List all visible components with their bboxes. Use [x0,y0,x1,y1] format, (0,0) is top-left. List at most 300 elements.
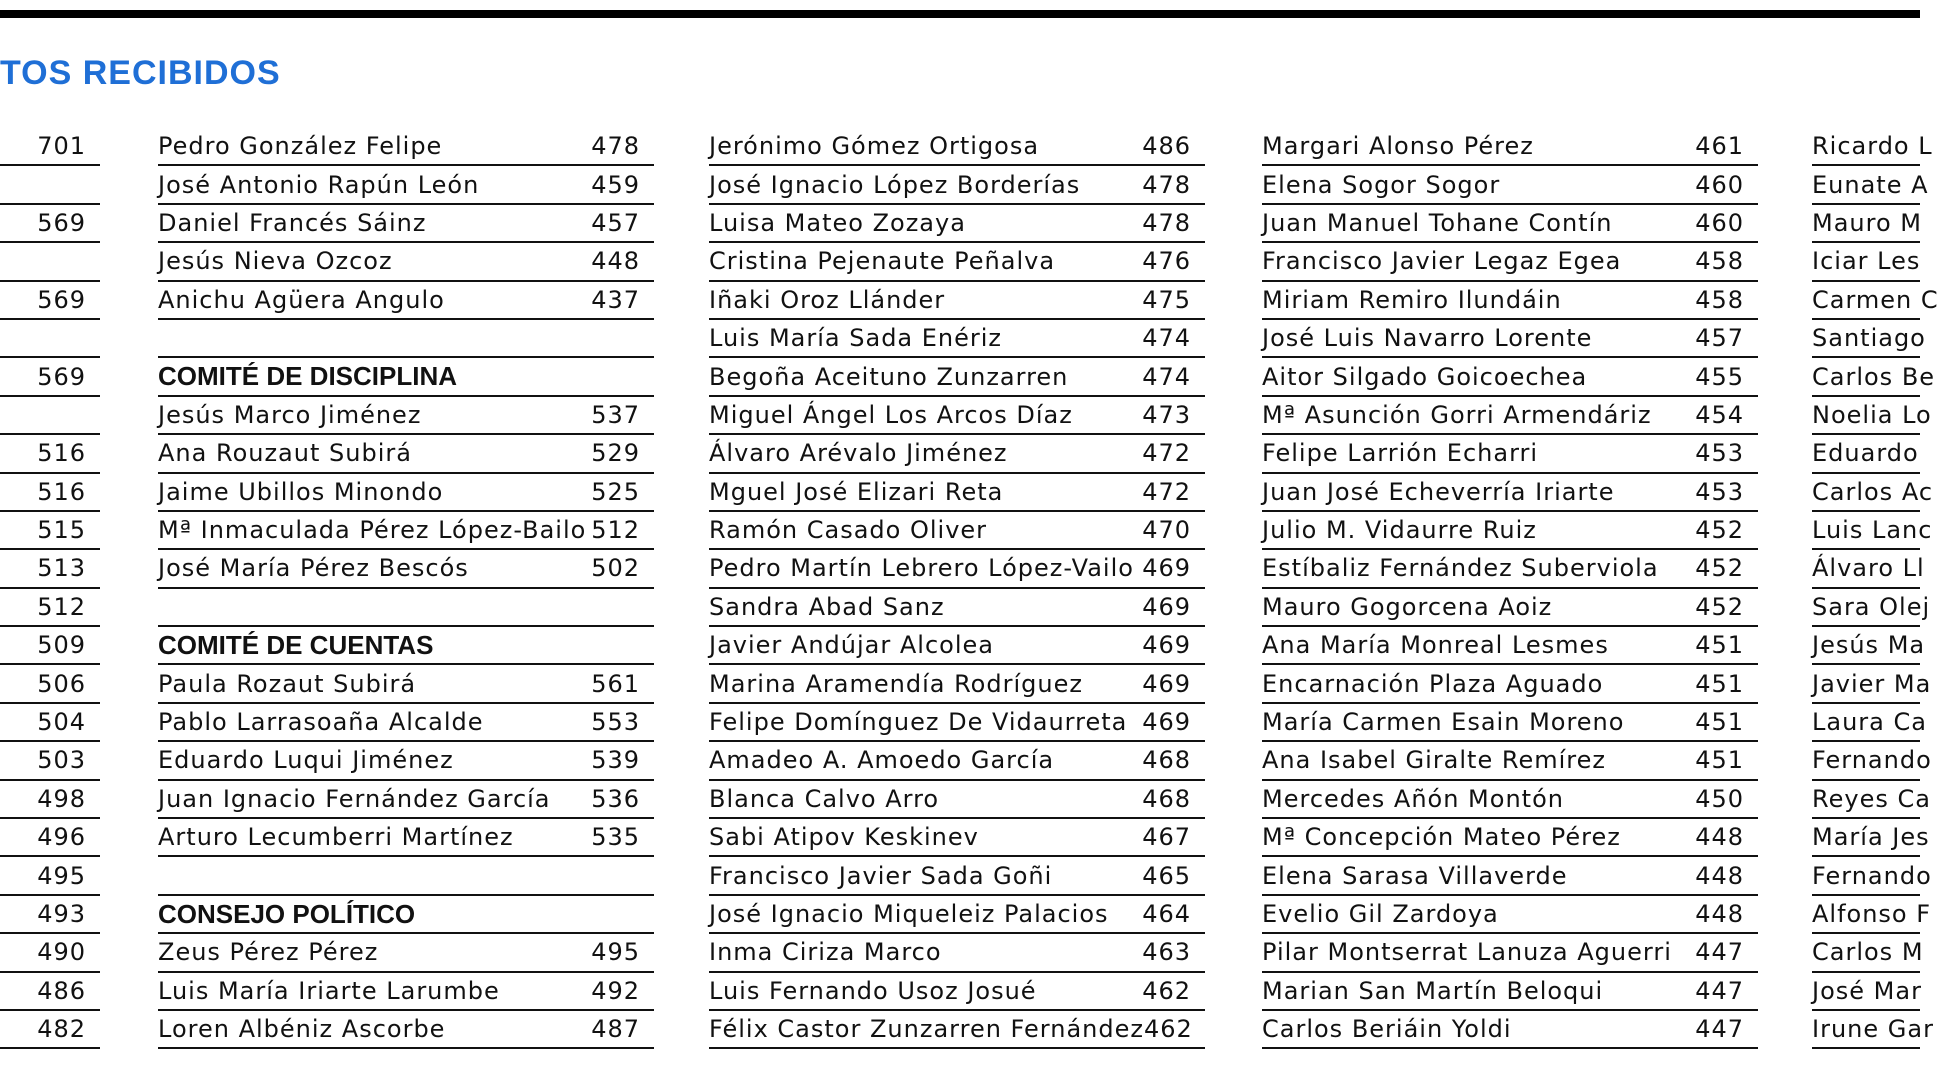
candidate-name: Paula Rozaut Subirá [158,669,417,698]
candidate-name: Julio M. Vidaurre Ruiz [1262,516,1537,545]
vote-count: 498 [37,784,86,813]
candidate-name: Jesús Ma [1812,631,1926,660]
top-rule [0,10,1920,18]
candidate-name: Noelia Lo [1812,400,1932,429]
table-row [709,857,1205,895]
table-row [1812,1011,1934,1049]
table-row [0,435,100,473]
candidate-name: Alfonso F [1812,900,1932,928]
candidate-name: José Antonio Rapún León [158,170,480,199]
table-row [709,205,1205,243]
candidate-name: Eunate A [1812,170,1929,199]
vote-count: 453 [1695,477,1744,506]
table-row [158,128,654,166]
vote-count: 452 [1695,554,1744,583]
vote-count: 467 [1142,823,1191,852]
table-row [1262,704,1758,742]
table-row [1262,1011,1758,1049]
vote-count: 447 [1695,1015,1744,1044]
vote-count: 460 [1695,208,1744,237]
vote-count: 496 [37,823,86,852]
candidate-name: Félix Castor Zunzarren Fernández [709,1015,1144,1044]
table-row [0,1011,100,1049]
candidate-name: Santiago [1812,324,1926,353]
vote-count: 469 [1142,631,1191,660]
vote-count: 486 [1142,132,1191,161]
table-row [158,550,654,588]
candidate-name: Pedro Martín Lebrero López-Vailo [709,554,1134,583]
candidate-name: Evelio Gil Zardoya [1262,900,1499,928]
column-votes-left [0,128,100,1049]
table-row [0,397,100,435]
vote-count: 448 [1695,823,1744,852]
table-row [1262,819,1758,857]
candidate-name: Jesús Nieva Ozcoz [158,247,393,276]
table-row [709,1011,1205,1049]
table-row [1262,128,1758,166]
candidate-name: Mauro M [1812,208,1922,237]
table-row [1812,896,1932,934]
candidate-name: Juan Ignacio Fernández García [158,784,551,813]
vote-count: 553 [591,708,640,737]
vote-count: 474 [1142,324,1191,353]
vote-count: 451 [1695,708,1744,737]
table-row [0,589,100,627]
candidate-name: Marina Aramendía Rodríguez [709,669,1083,698]
table-row [709,589,1205,627]
candidate-name: Encarnación Plaza Aguado [1262,669,1604,698]
vote-count: 516 [37,439,86,468]
candidate-name: Ramón Casado Oliver [709,516,988,545]
table-row [158,973,654,1011]
table-row [1262,973,1758,1011]
candidate-name: Iciar Les [1812,247,1921,276]
candidate-name: Marian San Martín Beloqui [1262,976,1604,1005]
candidate-name: Estíbaliz Fernández Suberviola [1262,554,1659,583]
vote-count: 455 [1695,362,1744,391]
table-row [0,166,100,204]
table-row [1262,358,1758,396]
table-row [0,282,100,320]
table-row [158,742,654,780]
table-row [0,205,100,243]
vote-count: 478 [1142,170,1191,199]
table-row [1812,627,1926,665]
table-row [1262,474,1758,512]
vote-count: 472 [1142,439,1191,468]
candidate-name: Juan Manuel Tohane Contín [1262,208,1613,237]
table-row [0,665,100,703]
vote-count: 536 [591,784,640,813]
table-row [1262,282,1758,320]
candidate-name: Álvaro Ll [1812,554,1925,583]
table-row [0,857,100,895]
table-row [709,128,1205,166]
vote-count: 453 [1695,439,1744,468]
table-row [1812,243,1920,281]
table-row [158,781,654,819]
candidate-name: Ricardo L [1812,132,1933,161]
vote-count: 452 [1695,592,1744,621]
table-row [158,320,654,358]
table-row [1812,819,1930,857]
table-row [1262,512,1758,550]
vote-count: 509 [37,631,86,660]
section-header [158,896,654,934]
vote-count: 457 [591,208,640,237]
candidate-name: Miriam Remiro Ilundáin [1262,285,1562,314]
candidate-name: Mercedes Añón Montón [1262,784,1564,813]
vote-count: 569 [37,208,86,237]
section-header [158,358,654,396]
table-row [1812,474,1934,512]
table-row [1262,435,1758,473]
candidate-name: Sara Olej [1812,592,1931,621]
vote-count: 482 [37,1015,86,1044]
table-row [709,512,1205,550]
column-names-right [1812,128,1939,1049]
vote-count: 468 [1142,784,1191,813]
candidate-name: Luis María Iriarte Larumbe [158,976,500,1005]
vote-count: 569 [37,285,86,314]
vote-count: 448 [1695,861,1744,890]
table-row [158,1011,654,1049]
vote-count: 469 [1142,708,1191,737]
candidate-name: José Luis Navarro Lorente [1262,324,1593,353]
vote-count: 473 [1142,400,1191,429]
vote-count: 515 [37,516,86,545]
candidate-name: Javier Ma [1812,669,1932,698]
vote-count: 472 [1142,477,1191,506]
candidate-name: Mª Asunción Gorri Armendáriz [1262,400,1652,429]
table-row [1262,896,1758,934]
candidate-name: Margari Alonso Pérez [1262,132,1534,161]
vote-count: 465 [1142,861,1191,890]
table-row [158,435,654,473]
vote-count: 461 [1695,132,1744,161]
candidate-name: Zeus Pérez Pérez [158,938,379,967]
table-row [158,397,654,435]
table-row [0,358,100,396]
vote-count: 490 [37,938,86,967]
candidate-name: María Carmen Esain Moreno [1262,708,1625,737]
candidate-name: Jesús Marco Jiménez [158,400,422,429]
vote-count: 561 [591,669,640,698]
table-row [1812,282,1939,320]
candidate-name: Carlos Ac [1812,477,1934,506]
table-row [709,358,1205,396]
table-row [1812,320,1926,358]
vote-count: 469 [1142,554,1191,583]
vote-count: 475 [1142,285,1191,314]
table-row [0,742,100,780]
vote-count: 512 [591,516,640,545]
table-row [0,128,100,166]
table-row [709,665,1205,703]
section-title: COMITÉ DE CUENTAS [158,629,434,660]
table-row [0,512,100,550]
vote-count: 464 [1142,900,1191,928]
candidate-name: Mª Inmaculada Pérez López-Bailo [158,516,587,545]
table-row [0,819,100,857]
candidate-name: Francisco Javier Legaz Egea [1262,247,1622,276]
candidate-name: Carlos Be [1812,362,1936,391]
vote-count: 452 [1695,516,1744,545]
table-row [1812,358,1936,396]
table-row [158,704,654,742]
table-row [709,742,1205,780]
vote-count: 459 [591,170,640,199]
table-row [0,243,100,281]
candidate-name: Anichu Agüera Angulo [158,285,445,314]
table-row [1812,550,1925,588]
table-row [1262,166,1758,204]
vote-count: 487 [591,1015,640,1044]
vote-count: 506 [37,669,86,698]
vote-count: 495 [591,938,640,967]
page-title: TOS RECIBIDOS [0,54,281,92]
candidate-name: Iñaki Oroz Llánder [709,285,946,314]
vote-count: 448 [591,247,640,276]
table-row [1812,781,1931,819]
table-row [1262,627,1758,665]
candidate-name: Francisco Javier Sada Goñi [709,861,1053,890]
table-row [1262,205,1758,243]
candidate-name: Carlos M [1812,938,1924,967]
table-row [709,973,1205,1011]
candidate-name: Pedro González Felipe [158,132,443,161]
vote-count: 525 [591,477,640,506]
candidate-name: José Mar [1812,976,1922,1005]
candidate-name: Aitor Silgado Goicoechea [1262,362,1588,391]
candidate-name: Amadeo A. Amoedo García [709,746,1055,775]
vote-count: 463 [1142,938,1191,967]
candidate-name: Felipe Domínguez De Vidaurreta [709,708,1128,737]
candidate-name: Luis Fernando Usoz Josué [709,976,1037,1005]
table-row [709,474,1205,512]
candidate-name: Carlos Beriáin Yoldi [1262,1015,1512,1044]
candidate-name: Begoña Aceituno Zunzarren [709,362,1069,391]
column-1 [158,128,654,1049]
vote-count: 535 [591,823,640,852]
column-2 [709,128,1205,1049]
vote-count: 468 [1142,746,1191,775]
vote-count: 513 [37,554,86,583]
vote-count: 450 [1695,784,1744,813]
table-row [1812,128,1933,166]
table-row [158,512,654,550]
table-row [1812,589,1931,627]
candidate-name: Eduardo [1812,439,1919,468]
vote-count: 569 [37,362,86,391]
table-row [158,205,654,243]
candidate-name: Juan José Echeverría Iriarte [1262,477,1615,506]
table-row [709,627,1205,665]
table-row [0,320,100,358]
vote-count: 486 [37,976,86,1005]
vote-count: 529 [591,439,640,468]
vote-count: 474 [1142,362,1191,391]
candidate-name: Ana Isabel Giralte Remírez [1262,746,1606,775]
table-row [158,166,654,204]
table-row [709,550,1205,588]
candidate-name: Jerónimo Gómez Ortigosa [709,132,1040,161]
table-row [1812,435,1920,473]
candidate-name: Álvaro Arévalo Jiménez [709,439,1008,468]
table-row [1812,205,1920,243]
candidate-name: Ana Rouzaut Subirá [158,439,412,468]
table-row [709,896,1205,934]
table-row [158,474,654,512]
vote-count: 478 [591,132,640,161]
table-row [158,819,654,857]
table-row [1812,704,1927,742]
section-title: CONSEJO POLÍTICO [158,898,416,929]
table-row [709,781,1205,819]
vote-count: 512 [37,592,86,621]
vote-count: 493 [37,900,86,928]
table-row [709,397,1205,435]
candidate-name: Loren Albéniz Ascorbe [158,1015,446,1044]
table-row [1262,397,1758,435]
table-row [1812,397,1932,435]
table-row [158,665,654,703]
table-row [709,243,1205,281]
table-row [709,320,1205,358]
table-row [1262,934,1758,972]
vote-count: 462 [1143,1015,1193,1044]
vote-count: 451 [1695,669,1744,698]
table-row [158,243,654,281]
table-row [0,781,100,819]
table-row [1262,665,1758,703]
table-row [0,973,100,1011]
table-row [709,704,1205,742]
candidate-name: Miguel Ángel Los Arcos Díaz [709,400,1073,429]
vote-count: 437 [591,285,640,314]
candidate-name: Pilar Montserrat Lanuza Aguerri [1262,938,1672,967]
candidate-name: Felipe Larrión Echarri [1262,439,1539,468]
vote-count: 516 [37,477,86,506]
candidate-name: José Ignacio López Borderías [709,170,1081,199]
candidate-name: Mguel José Elizari Reta [709,477,1004,506]
table-row [158,282,654,320]
candidate-name: Blanca Calvo Arro [709,784,940,813]
candidate-name: Irune Gar [1812,1015,1934,1044]
vote-count: 458 [1695,285,1744,314]
section-title: COMITÉ DE DISCIPLINA [158,361,458,392]
vote-count: 469 [1142,669,1191,698]
section-header [158,627,654,665]
candidate-name: José María Pérez Bescós [158,554,469,583]
candidate-name: Reyes Ca [1812,784,1931,813]
table-row [158,589,654,627]
table-row [709,435,1205,473]
vote-count: 458 [1695,247,1744,276]
table-row [1262,742,1758,780]
candidate-name: Pablo Larrasoaña Alcalde [158,708,484,737]
candidate-name: Sabi Atipov Keskinev [709,823,979,852]
candidate-name: Carmen C [1812,285,1939,314]
table-row [1812,665,1932,703]
candidate-name: Luisa Mateo Zozaya [709,208,966,237]
table-row [1812,857,1932,895]
vote-count: 503 [37,746,86,775]
candidate-name: Inma Ciriza Marco [709,938,942,967]
candidate-name: José Ignacio Miqueleiz Palacios [709,900,1109,928]
candidate-name: Ana María Monreal Lesmes [1262,631,1609,660]
table-row [0,896,100,934]
vote-count: 460 [1695,170,1744,199]
candidate-name: María Jes [1812,823,1930,852]
candidate-name: Elena Sogor Sogor [1262,170,1501,199]
table-row [1812,742,1932,780]
vote-count: 492 [591,976,640,1005]
table-row [1812,934,1924,972]
vote-count: 476 [1142,247,1191,276]
vote-count: 451 [1695,746,1744,775]
table-row [1262,243,1758,281]
vote-count: 469 [1142,592,1191,621]
table-row [1812,512,1933,550]
table-row [158,857,654,895]
vote-count: 478 [1142,208,1191,237]
vote-count: 495 [37,861,86,890]
candidate-name: Elena Sarasa Villaverde [1262,861,1568,890]
table-row [709,166,1205,204]
candidate-name: Javier Andújar Alcolea [709,631,994,660]
candidate-name: Jaime Ubillos Minondo [158,477,444,506]
table-row [1262,589,1758,627]
candidate-name: Laura Ca [1812,708,1927,737]
table-row [1262,781,1758,819]
table-row [0,474,100,512]
vote-count: 470 [1142,516,1191,545]
vote-count: 537 [591,400,640,429]
table-row [0,934,100,972]
vote-count: 457 [1695,324,1744,353]
table-row [1262,550,1758,588]
vote-count: 504 [37,708,86,737]
candidate-name: Luis Lanc [1812,516,1933,545]
candidate-name: Mauro Gogorcena Aoiz [1262,592,1553,621]
table-row [709,934,1205,972]
vote-count: 701 [37,132,86,161]
vote-count: 448 [1695,900,1744,928]
candidate-name: Sandra Abad Sanz [709,592,945,621]
table-row [0,550,100,588]
table-row [1812,166,1929,204]
candidate-name: Arturo Lecumberri Martínez [158,823,514,852]
table-row [158,934,654,972]
column-3 [1262,128,1758,1049]
vote-count: 462 [1142,976,1191,1005]
candidate-name: Eduardo Luqui Jiménez [158,746,454,775]
candidate-name: Daniel Francés Sáinz [158,208,427,237]
candidate-name: Cristina Pejenaute Peñalva [709,247,1056,276]
vote-count: 454 [1695,400,1744,429]
vote-count: 447 [1695,938,1744,967]
candidate-name: Fernando [1812,861,1932,890]
table-row [0,704,100,742]
table-row [709,819,1205,857]
table-row [1262,320,1758,358]
vote-count: 539 [591,746,640,775]
vote-count: 502 [591,554,640,583]
vote-count: 447 [1695,976,1744,1005]
table-row [709,282,1205,320]
candidate-name: Fernando [1812,746,1932,775]
